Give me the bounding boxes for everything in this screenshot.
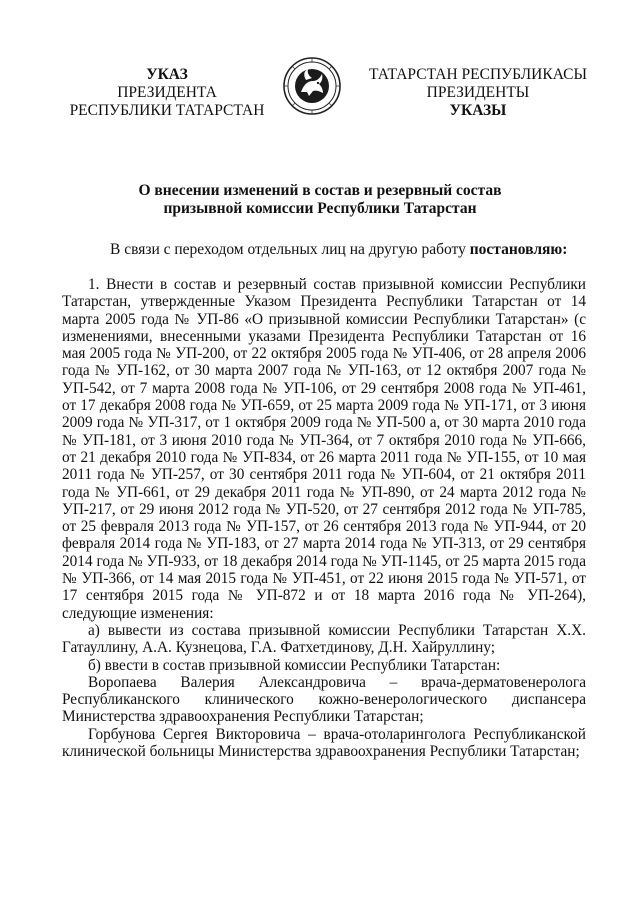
preamble-text: В связи с переходом отдельных лиц на другую работу: [110, 241, 470, 258]
header-right-line-2: ПРЕЗИДЕНТЫ: [426, 84, 530, 101]
header-right-tatar: [358, 66, 598, 120]
header-left-line-3: РЕСПУБЛИКИ ТАТАРСТАН: [69, 102, 265, 119]
header-right-line-3: УКАЗЫ: [449, 102, 507, 119]
paragraph-voropaev: Воропаева Валерия Александровича – врача-дерматовенеролога Республиканского клинического кожно-венерологического диспансера Министерства здравоохранения Республики Татарстан;: [62, 673, 586, 726]
header-right-line-1: ТАТАРСТАН РЕСПУБЛИКАСЫ: [369, 66, 587, 83]
decree-title-line-1: О внесении изменений в состав и резервный состав: [138, 182, 502, 199]
coat-of-arms-icon: [282, 56, 342, 116]
preamble-emphasis: постановляю:: [469, 241, 568, 258]
paragraph-a: а) вывести из состава призывной комиссии Республики Татарстан Х.Х. Гатауллину, А.А. Кузнецова, Г.А. Фатхетдинову, Д.Н. Хайруллину;: [62, 621, 586, 657]
decree-title: [100, 182, 540, 218]
header-left-line-1: УКАЗ: [146, 66, 188, 83]
preamble: [110, 241, 567, 259]
paragraph-gorbunov: Горбунова Сергея Викторовича – врача-отоларинголога Республиканской клинической больницы Министерства здравоохранения Республики Татарстан;: [62, 725, 586, 761]
header-left-russian: [62, 66, 272, 120]
decree-body: [62, 276, 586, 760]
header-left-line-2: ПРЕЗИДЕНТА: [117, 84, 217, 101]
paragraph-b: б) ввести в состав призывной комиссии Республики Татарстан:: [88, 656, 501, 674]
decree-title-line-2: призывной комиссии Республики Татарстан: [163, 200, 477, 217]
paragraph-1: 1. Внести в состав и резервный состав призывной комиссии Республики Татарстан, утвержденные Указом Президента Республики Татарстан от 14 марта 2005 года № УП-86 «О призывной комиссии Республики Татарстан» (с изменениями, внесенными указами Президента Республики Татарстан от 16 мая 2005 года № УП-200, от 22 октября 2005 года № УП-406, от 28 апреля 2006 года № УП-162, от 30 марта 2007 года № УП-163, от 12 октября 2007 года № УП-542, от 7 марта 2008 года № УП-106, от 29 сентября 2008 года № УП-461, от 17 декабря 2008 года № УП-659, от 25 марта 2009 года № УП-171, от 3 июня 2009 года № УП-317, от 1 октября 2009 года № УП-500 а, от 30 марта 2010 года № УП-181, от 3 июня 2010 года № УП-364, от 7 октября 2010 года № УП-666, от 21 декабря 2010 года № УП-834, от 26 марта 2011 года № УП-155, от 10 мая 2011 года № УП-257, от 30 сентября 2011 года № УП-604, от 21 октября 2011 года № УП-661, от 29 декабря 2011 года № УП-890, от 24 марта 2012 года № УП-217, от 29 июня 2012 года № УП-520, от 27 сентября 2012 года № УП-785, от 25 февраля 2013 года № УП-157, от 26 сентября 2013 года № УП-944, от 20 февраля 2014 года № УП-183, от 27 марта 2014 года № УП-313, от 29 сентября 2014 года № УП-933, от 18 декабря 2014 года № УП-1145, от 25 марта 2015 года № УП-366, от 14 мая 2015 года № УП-451, от 22 июня 2015 года № УП-571, от 17 сентября 2015 года № УП-872 и от 18 марта 2016 года № УП-264), следующие изменения:: [62, 276, 586, 622]
